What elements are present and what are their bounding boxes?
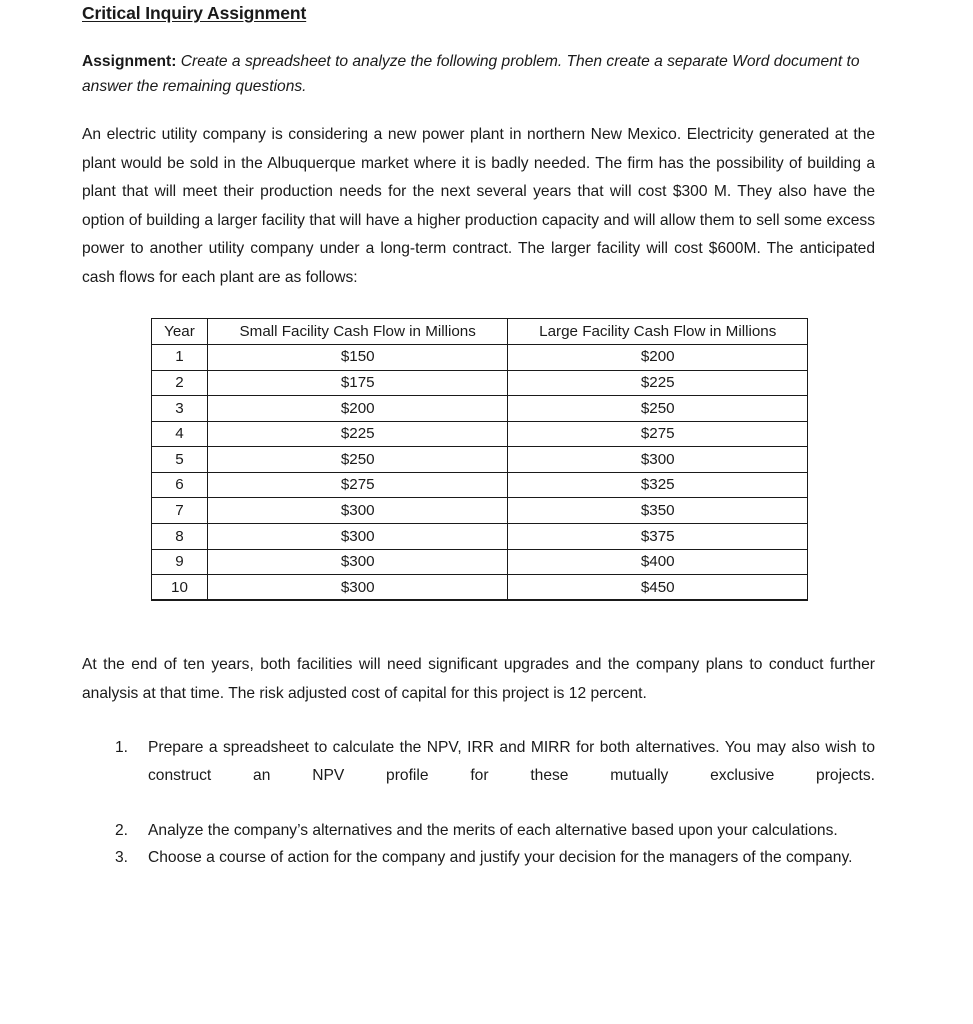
- cell-small-facility: $300: [207, 549, 508, 575]
- column-header-small-facility: Small Facility Cash Flow in Millions: [207, 319, 508, 345]
- cell-year: 3: [152, 396, 208, 422]
- cell-year: 5: [152, 447, 208, 473]
- cell-year: 10: [152, 575, 208, 601]
- cell-large-facility: $225: [508, 370, 808, 396]
- cell-large-facility: $400: [508, 549, 808, 575]
- table-row: [152, 421, 808, 447]
- cell-large-facility: $375: [508, 524, 808, 550]
- cell-year: 1: [152, 344, 208, 370]
- table-row: [152, 344, 808, 370]
- task-list: [82, 734, 875, 871]
- cell-year: 8: [152, 524, 208, 550]
- cell-small-facility: $225: [207, 421, 508, 447]
- table-row: [152, 549, 808, 575]
- task-list-item: [82, 844, 875, 871]
- task-text: Analyze the company’s alternatives and the merits of each alternative based upon your calculations.: [148, 821, 838, 839]
- cash-flow-table-wrapper: [151, 318, 875, 601]
- cell-small-facility: $175: [207, 370, 508, 396]
- table-body: [152, 344, 808, 600]
- cell-large-facility: $250: [508, 396, 808, 422]
- table-row: [152, 575, 808, 601]
- cell-year: 7: [152, 498, 208, 524]
- cell-small-facility: $150: [207, 344, 508, 370]
- cell-large-facility: $450: [508, 575, 808, 601]
- task-number: 2.: [115, 821, 129, 839]
- cell-small-facility: $250: [207, 447, 508, 473]
- cell-small-facility: $200: [207, 396, 508, 422]
- assignment-instruction: [82, 49, 875, 100]
- cell-year: 9: [152, 549, 208, 575]
- page-title: Critical Inquiry Assignment: [82, 3, 307, 23]
- cell-large-facility: $300: [508, 447, 808, 473]
- cash-flow-table: [151, 318, 808, 601]
- table-row: [152, 447, 808, 473]
- table-row: [152, 472, 808, 498]
- document-content: [82, 2, 875, 872]
- cell-large-facility: $325: [508, 472, 808, 498]
- intro-paragraph: An electric utility company is considering a new power plant in northern New Mexico. Electricity generated at the plant would be sold in the Albuquerque market where it is badly needed. The firm has the possibility of building a plant that will meet their production needs for the next several years that will cost $300 M. They also have the option of building a larger facility that will have a higher production capacity and will allow them to sell some excess power to another utility company under a long-term contract. The larger facility will cost $600M. The anticipated cash flows for each plant are as follows:: [82, 126, 875, 286]
- cell-small-facility: $300: [207, 498, 508, 524]
- table-row: [152, 498, 808, 524]
- assignment-text: Create a spreadsheet to analyze the following problem. Then create a separate Word document to answer the remaining questions.: [82, 52, 860, 95]
- cell-small-facility: $300: [207, 575, 508, 601]
- cell-year: 2: [152, 370, 208, 396]
- task-text: Prepare a spreadsheet to calculate the NPV, IRR and MIRR for both alternatives. You may also wish to construct an NPV profile for these mutually exclusive projects.: [148, 739, 875, 784]
- column-header-year: Year: [152, 319, 208, 345]
- task-number: 1.: [115, 739, 129, 757]
- cell-small-facility: $275: [207, 472, 508, 498]
- table-row: [152, 396, 808, 422]
- task-number: 3.: [115, 849, 129, 867]
- task-list-item: [82, 817, 875, 844]
- cell-year: 6: [152, 472, 208, 498]
- cell-large-facility: $200: [508, 344, 808, 370]
- table-header-row: [152, 319, 808, 345]
- page-title-row: [82, 2, 875, 26]
- closing-paragraph: At the end of ten years, both facilities will need significant upgrades and the company plans to conduct further analysis at that time. The risk adjusted cost of capital for this project is 12 percent.: [82, 656, 875, 702]
- cell-small-facility: $300: [207, 524, 508, 550]
- cell-large-facility: $275: [508, 421, 808, 447]
- table-row: [152, 370, 808, 396]
- task-text: Choose a course of action for the company and justify your decision for the managers of the company.: [148, 849, 853, 867]
- assignment-label: Assignment:: [82, 52, 177, 70]
- table-header: [152, 319, 808, 345]
- cell-large-facility: $350: [508, 498, 808, 524]
- task-list-item: [82, 734, 875, 816]
- column-header-large-facility: Large Facility Cash Flow in Millions: [508, 319, 808, 345]
- table-row: [152, 524, 808, 550]
- cell-year: 4: [152, 421, 208, 447]
